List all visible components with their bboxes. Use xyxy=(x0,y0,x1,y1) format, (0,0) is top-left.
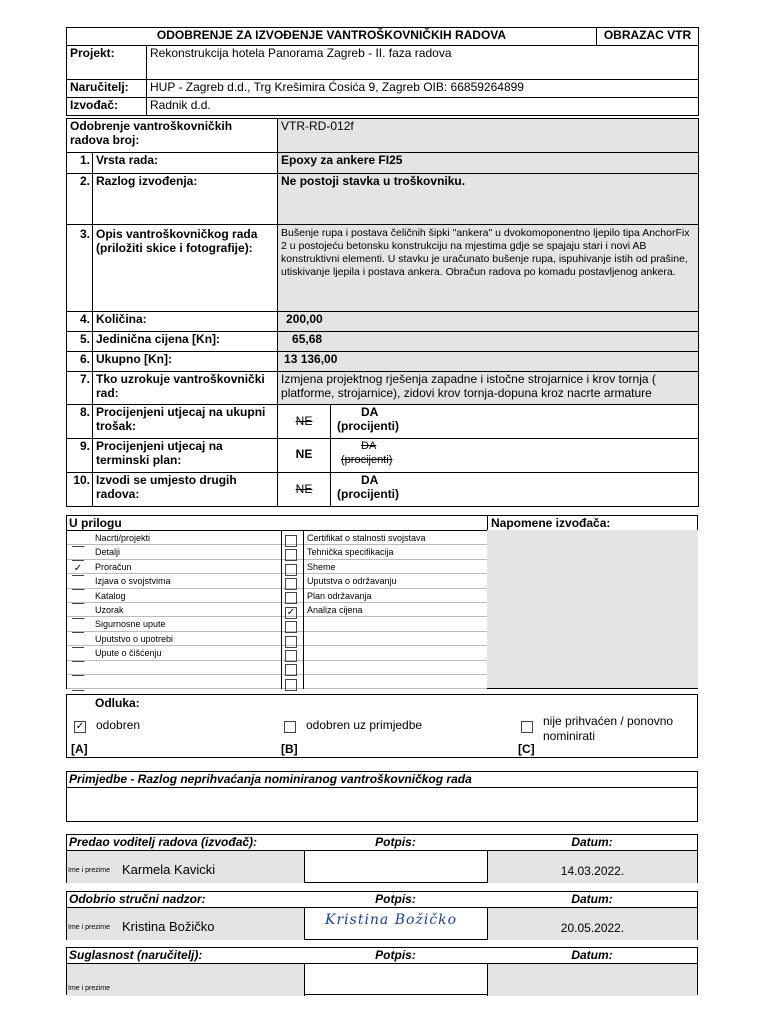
item-value: Izmjena projektnog rješenja zapadne i istočne strojarnice i krov tornja ( platforme, strojarnice), zidovi krov tornja-dopuna kroz nacrte armature xyxy=(278,372,699,405)
signature-potpis-header: Potpis: xyxy=(375,835,416,849)
items-table xyxy=(66,118,699,507)
item-number: 9. xyxy=(67,439,93,473)
item-number: 2. xyxy=(67,174,93,225)
approval-no-value: VTR-RD-012f xyxy=(278,119,699,153)
impact-label: Izvodi se umjesto drugih radova: xyxy=(93,473,278,507)
name-caption: Ime i prezime xyxy=(68,985,111,992)
narucitelj-value: HUP - Zagreb d.d., Trg Krešimira Ćosića 9, Zagreb OIB: 66859264899 xyxy=(147,80,699,98)
item-value: Bušenje rupa i postava čeličnih šipki "ankera" u dvokomoponentno ljepilo tipa AnchorFix 2 u postojeću betonsku konstrukciju na mjestima gdje se spajaju stari i novi AB konstruktivni elementi. U stavku je uračunato bušenje rupa, ispuhivanje istih od prašine, utiskivanje ljepila i postava ankera. Obračun radova po komadu postavljenog ankera. xyxy=(278,225,699,312)
decision-c-label: nije prihvaćen / ponovno nominirati xyxy=(543,714,674,743)
item-number: 4. xyxy=(67,312,93,332)
signature-date: 20.05.2022. xyxy=(560,921,625,935)
attachment-row xyxy=(67,560,487,574)
item-value: Ne postoji stavka u troškovniku. xyxy=(278,174,699,225)
header-table xyxy=(66,27,699,116)
decision-c-checkbox[interactable] xyxy=(521,721,533,733)
remarks-input[interactable] xyxy=(67,788,697,822)
attachment-row xyxy=(67,531,487,545)
item-label: Količina: xyxy=(93,312,278,332)
item-value: 13 136,00 xyxy=(278,352,699,372)
impact-proc: (procijenti) xyxy=(337,487,400,501)
item-label: Ukupno [Kn]: xyxy=(93,352,278,372)
narucitelj-label: Naručitelj: xyxy=(67,80,147,98)
item-number: 7. xyxy=(67,372,93,405)
decision-a-label: odobren xyxy=(96,718,141,732)
attachment-checkbox[interactable] xyxy=(285,679,297,691)
attachment-label: Uzorak xyxy=(95,605,124,615)
attachment-label: Certifikat o stalnosti svojstava xyxy=(307,533,426,543)
item-number: 8. xyxy=(67,405,93,439)
attachment-label: Proračun xyxy=(95,561,132,572)
attachment-row xyxy=(67,661,487,675)
name-caption: Ime i prezime xyxy=(68,867,111,874)
signature-date-header: Datum: xyxy=(571,948,613,962)
remarks-title: Primjedbe - Razlog neprihvaćanja nominiranog vantroškovničkog rada xyxy=(69,772,472,786)
item-number: 10. xyxy=(67,473,93,507)
impact-da: DA xyxy=(361,405,379,419)
decision-b-tag: [B] xyxy=(281,742,298,756)
attachment-label: Izjava o svojstvima xyxy=(95,576,171,587)
decision-c-tag: [C] xyxy=(518,742,535,756)
item-label: Vrsta rada: xyxy=(93,153,278,174)
attachment-label: Sigurnosne upute xyxy=(95,619,166,630)
item-number: 1. xyxy=(67,153,93,174)
projekt-label: Projekt: xyxy=(67,46,147,80)
attachment-label: Tehnička specifikacija xyxy=(307,547,394,558)
impact-da: DA xyxy=(361,473,379,487)
signature-date: 14.03.2022. xyxy=(560,864,625,878)
signer-name: Kristina Božičko xyxy=(122,919,215,934)
attachment-label: Sheme xyxy=(307,561,336,572)
attachment-label: Plan održavanja xyxy=(307,590,372,601)
decision-section xyxy=(66,694,698,758)
izvodac-value: Radnik d.d. xyxy=(147,98,699,116)
attachment-row xyxy=(67,617,487,631)
item-value: 200,00 xyxy=(278,312,699,332)
attachment-row xyxy=(67,589,487,603)
izvodac-label: Izvođač: xyxy=(67,98,147,116)
attachment-row xyxy=(67,632,487,646)
notes-title: Napomene izvođača: xyxy=(491,516,611,530)
impact-ne: NE xyxy=(295,414,313,428)
projekt-value: Rekonstrukcija hotela Panorama Zagreb - II. faza radova xyxy=(147,46,699,80)
remarks-section xyxy=(66,771,698,822)
signature-potpis-header: Potpis: xyxy=(375,892,416,906)
attachment-label: Uputstvo o upotrebi xyxy=(95,633,174,644)
decision-a-checkbox[interactable]: ✓ xyxy=(75,720,85,732)
attachment-label: Katalog xyxy=(95,590,126,601)
impact-da: DA xyxy=(361,440,377,452)
attachment-label: Detalji xyxy=(95,547,121,558)
attachment-row xyxy=(67,675,487,689)
item-number: 6. xyxy=(67,352,93,372)
signature-block xyxy=(66,947,698,995)
notes-area xyxy=(487,530,698,688)
impact-ne: NE xyxy=(295,482,313,496)
decision-a-tag: [A] xyxy=(71,742,88,756)
signature-title: Predao voditelj radova (izvođač): xyxy=(69,835,258,849)
item-label: Opis vantroškovničkog rada (priložiti skice i fotografije): xyxy=(93,225,278,312)
attachment-row xyxy=(67,574,487,588)
item-label: Tko uzrokuje vantroškovnički rad: xyxy=(93,372,278,405)
attachment-label: Upute o čišćenju xyxy=(95,648,162,659)
attachment-label: Analiza cijena xyxy=(307,605,363,615)
signature-image: Kristina Božičko xyxy=(325,912,458,928)
form-title: ODOBRENJE ZA IZVOĐENJE VANTROŠKOVNIČKIH RADOVA xyxy=(67,28,597,46)
item-value: 65,68 xyxy=(278,332,699,352)
approval-no-label: Odobrenje vantroškovničkih radova broj: xyxy=(67,119,278,153)
form-code: OBRAZAC VTR xyxy=(597,28,699,46)
attachment-row xyxy=(67,646,487,660)
signature-title: Odobrio stručni nadzor: xyxy=(69,892,206,906)
attachments-section xyxy=(66,515,698,689)
item-label: Razlog izvođenja: xyxy=(93,174,278,225)
signature-block xyxy=(66,891,698,940)
attachment-row xyxy=(67,545,487,559)
signature-block xyxy=(66,834,698,883)
item-label: Jedinična cijena [Kn]: xyxy=(93,332,278,352)
signature-date-header: Datum: xyxy=(571,835,613,849)
decision-title: Odluka: xyxy=(95,696,140,710)
impact-proc: (procijenti) xyxy=(337,419,400,433)
attachment-label: Nacrti/projekti xyxy=(95,533,151,543)
impact-label: Procijenjeni utjecaj na terminski plan: xyxy=(93,439,278,473)
impact-label: Procijenjeni utjecaj na ukupni trošak: xyxy=(93,405,278,439)
signature-date-header: Datum: xyxy=(571,892,613,906)
item-value: Epoxy za ankere FI25 xyxy=(278,153,699,174)
signature-potpis-header: Potpis: xyxy=(375,948,416,962)
signature-title: Suglasnost (naručitelj): xyxy=(69,948,203,962)
signer-name: Karmela Kavicki xyxy=(122,862,216,877)
attachment-checkbox[interactable]: ✓ xyxy=(73,562,83,574)
attachments-title: U prilogu xyxy=(69,516,122,530)
decision-b-checkbox[interactable] xyxy=(284,721,296,733)
item-number: 5. xyxy=(67,332,93,352)
attachment-label: Uputstva o održavanju xyxy=(307,576,397,587)
name-caption: Ime i prezime xyxy=(68,924,111,931)
decision-b-label: odobren uz primjedbe xyxy=(306,718,423,732)
date-field[interactable] xyxy=(488,964,697,996)
attachment-row xyxy=(67,603,487,617)
impact-ne: NE xyxy=(278,439,331,473)
attachment-checkbox[interactable] xyxy=(72,679,84,691)
attachment-checkbox[interactable]: ✓ xyxy=(286,606,296,618)
item-number: 3. xyxy=(67,225,93,312)
impact-proc: (procijenti) xyxy=(341,454,393,466)
